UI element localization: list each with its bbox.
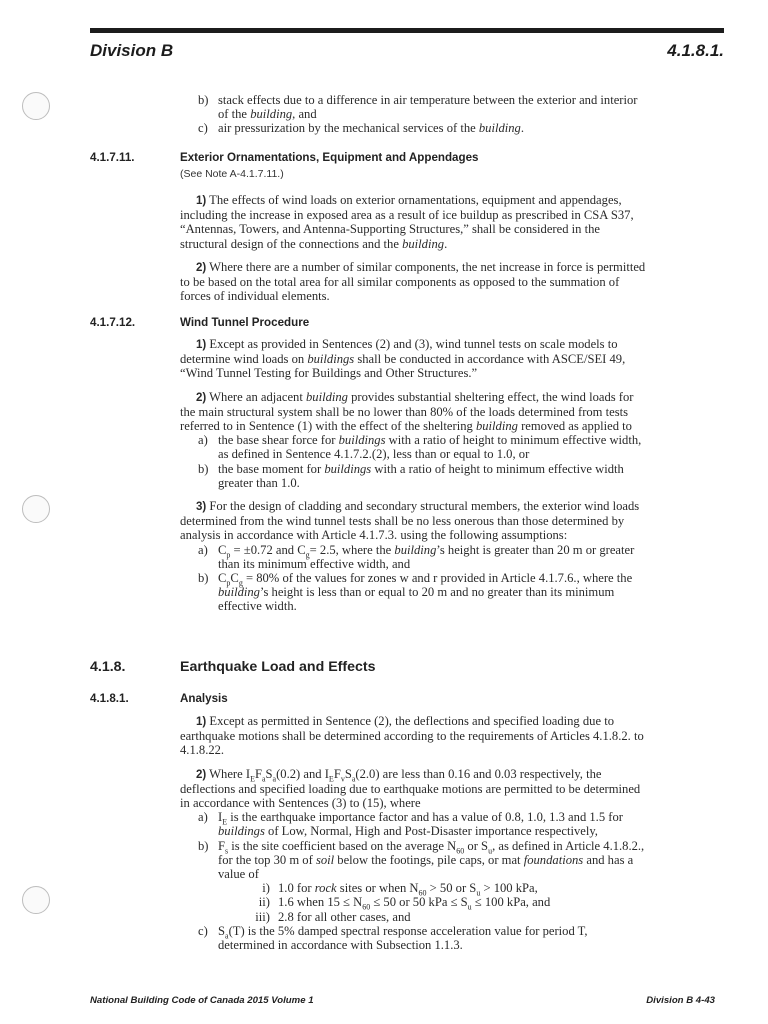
clause-41712-2a: a) the base shear force for buildings with a ratio of height to minimum effective width, as defined in Sentence 4.1.7.2.(2), less than or equal to 1.0, or	[198, 433, 642, 462]
binder-hole-top	[22, 92, 50, 120]
sentence-4181-2: 2) Where $I_EF_aS_a(0.2)$ and $I_EF_vS_a(2.0)$ are less than 0.16 and 0.03 respectively, the deflections and specified loading due to earthquake motions are permitted to be determined in accordance with Sentences (3) to (15), where	[180, 766, 641, 811]
section-title-418: Earthquake Load and Effects	[180, 659, 376, 675]
section-number-41712: 4.1.7.12.	[90, 316, 136, 329]
binder-hole-middle	[22, 495, 50, 523]
section-body-4181	[180, 714, 646, 952]
intro-item-c: c) air pressurization by the mechanical services of the building.	[198, 121, 525, 136]
section-title-4181: Analysis	[180, 692, 228, 705]
sentence-41711-2: 2) Where there are a number of similar components, the net increase in force is permitted to be based on the total area for all similar components as opposed to the summation of forces of individual elements.	[180, 259, 646, 304]
clause-4181-2c: c) $S_a(T)$ is the 5% damped spectral response acceleration value for period T, determined in accordance with Subsection 1.1.3.	[198, 923, 588, 953]
clause-41712-3a: a) $C_p = \pm 0.72$ and $C_g= 2.5$, where the building’s height is greater than 20 m or greater than its minimum effective width, and	[198, 542, 635, 571]
header-article-number: 4.1.8.1.	[667, 41, 724, 60]
clause-41712-3b: b) $C_pC_g = 80\%$ of the values for zones w and r provided in Article 4.1.7.6., where the building’s height is less than or equal to 20 m and no greater than its minimum effective width.	[198, 571, 633, 614]
subclause-4181-2b-i: i) 1.0 for rock sites or when $N_{60} > 50$ or $S_u > 100$ kPa,	[262, 881, 538, 898]
subclause-4181-2b-iii: iii) 2.8 for all other cases, and	[255, 909, 411, 924]
subclause-4181-2b-ii: ii) 1.6 when $15 \le N_{60} \le 50$ or 50 kPa ≤ $S_u \le 100$ kPa, and	[258, 895, 551, 912]
footer-page-number: Division B 4-43	[646, 995, 715, 1006]
sentence-4181-1: 1) Except as permitted in Sentence (2), the deflections and specified loading due to earthquake motions shall be determined according to the requirements of Articles 4.1.8.2. to 4.1.8.22.	[180, 714, 644, 758]
binder-hole-bottom	[22, 886, 50, 914]
section-body-41712	[180, 337, 646, 614]
sentence-41712-3: 3) For the design of cladding and secondary structural members, the exterior wind loads determined from the wind tunnel tests shall be no less onerous than those determined by analysis in accordance with Article 4.1.7.3. using the following assumptions:	[180, 499, 640, 543]
clause-4181-2a: a) $I_E$ is the earthquake importance factor and has a value of 0.8, 1.0, 1.3 and 1.5 for buildings of Low, Normal, High and Post-Disaster importance respectively,	[198, 810, 623, 839]
section-note-41711: (See Note A-4.1.7.11.)	[180, 168, 284, 180]
section-number-418: 4.1.8.	[90, 659, 126, 675]
sentence-41712-2: 2) Where an adjacent building provides substantial sheltering effect, the wind loads for the main structural system shall be no lower than 80% of the loads determined from tests referred to in Sentence (1) with the effect of the sheltering building removed as applied to	[180, 389, 634, 434]
header-division: Division B	[90, 41, 174, 60]
section-title-41711: Exterior Ornamentations, Equipment and Appendages	[180, 151, 479, 164]
clause-4181-2b: b) $F_s$ is the site coefficient based on the average $N_{60}$ or $S_u$, as defined in Article 4.1.8.2., for the top 30 m of soil below the footings, pile caps, or mat foundations and has a value of	[198, 838, 645, 882]
section-title-41712: Wind Tunnel Procedure	[180, 316, 310, 329]
sentence-41712-1: 1) Except as provided in Sentences (2) and (3), wind tunnel tests on scale models to determine wind loads on buildings shall be conducted in accordance with ASCE/SEI 49, “Wind Tunnel Testing for Buildings and Other Structures.”	[180, 337, 626, 381]
sentence-41711-1: 1) The effects of wind loads on exterior ornamentations, equipment and appendages, including the increase in exposed area as a result of ice buildup as prescribed in CSA S37, “Antennas, Towers, and Antenna-Supporting Structures,” shall be considered in the structural design of the connections and the building.	[180, 193, 634, 251]
intro-list	[180, 93, 646, 136]
intro-item-b: b) stack effects due to a difference in air temperature between the exterior and interior of the building, and	[198, 93, 638, 122]
clause-41712-2b: b) the base moment for buildings with a ratio of height to minimum effective width greater than 1.0.	[198, 461, 624, 490]
section-number-41711: 4.1.7.11.	[90, 151, 135, 164]
footer-publication-title: National Building Code of Canada 2015 Volume 1	[90, 995, 314, 1006]
section-number-4181: 4.1.8.1.	[90, 692, 129, 705]
header-rule	[90, 28, 724, 33]
section-body-41711	[180, 193, 646, 303]
